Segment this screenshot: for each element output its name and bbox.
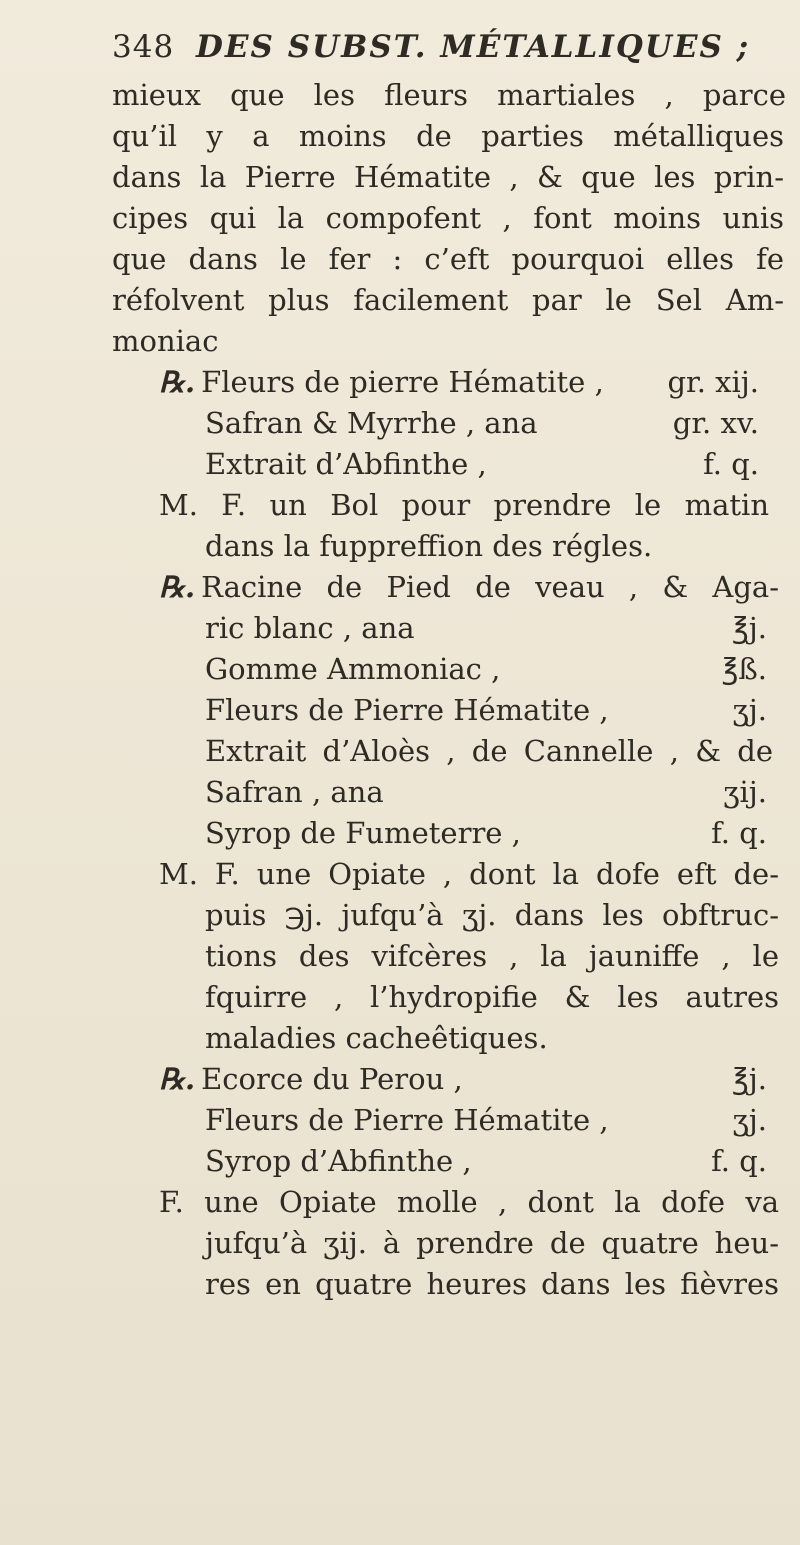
recipe-item	[159, 1058, 767, 1100]
recipe-directions: res en quatre heures dans les fièvres	[205, 1267, 779, 1301]
recipe-item	[205, 402, 759, 444]
recipe-item	[159, 566, 779, 608]
ingredient: Syrop de Fumeterre ,	[205, 816, 521, 850]
recipe-directions: M. F. un Bol pour prendre le matin	[159, 488, 769, 522]
recipe-directions: F. une Opiate molle , dont la dofe va	[159, 1185, 779, 1219]
ingredient: Fleurs de Pierre Hématite ,	[205, 1103, 609, 1137]
recipe-item	[205, 812, 767, 854]
text-line: cipes qui la compofent , font moins unis	[112, 201, 784, 235]
recipe-item	[205, 1099, 767, 1141]
recipe-item	[205, 689, 767, 731]
recipe-symbol: ℞.	[159, 570, 196, 604]
quantity: gr. xv.	[672, 406, 759, 440]
recipe-directions: jufqu’à ʒij. à prendre de quatre heu-	[205, 1226, 779, 1260]
recipe-directions: M. F. une Opiate , dont la dofe eft de-	[159, 857, 779, 891]
ingredient-line	[159, 566, 779, 608]
recipe-item	[205, 607, 767, 649]
recipe-item	[205, 771, 767, 813]
page-number: 348	[112, 29, 175, 65]
recipe-symbol: ℞.	[159, 1062, 196, 1096]
quantity: gr. xij.	[667, 365, 759, 399]
ingredient: Extrait d’Abfinthe ,	[205, 447, 487, 481]
recipe-item	[159, 361, 759, 403]
quantity: f. q.	[703, 447, 759, 481]
recipe-directions: dans la fuppreffion des régles.	[205, 529, 653, 563]
ingredient: Extrait d’Aloès , de Cannelle , & de	[205, 734, 773, 768]
ingredient: Fleurs de pierre Hématite ,	[201, 365, 604, 399]
ingredient: Fleurs de Pierre Hématite ,	[205, 693, 609, 727]
recipe-item	[205, 648, 767, 690]
ingredient: ric blanc , ana	[205, 611, 415, 645]
ingredient: Racine de Pied de veau , & Aga-	[201, 570, 779, 604]
quantity: ℥j.	[732, 611, 767, 645]
quantity: ʒj.	[732, 1103, 767, 1137]
recipe-directions: puis ℈j. jufqu’à ʒj. dans les obftruc-	[205, 898, 779, 932]
recipe-item	[205, 1140, 767, 1182]
text-line: dans la Pierre Hématite , & que les prin-	[112, 160, 784, 194]
quantity: f. q.	[711, 1144, 767, 1178]
quantity: ʒj.	[732, 693, 767, 727]
text-line: moniac	[112, 324, 219, 358]
quantity: ℥ß.	[721, 652, 767, 686]
text-line: mieux que les fleurs martiales , parce	[112, 78, 786, 112]
recipe-symbol: ℞.	[159, 365, 196, 399]
recipe-directions: fquirre , l’hydropifie & les autres	[205, 980, 779, 1014]
ingredient: Ecorce du Perou ,	[201, 1062, 463, 1096]
ingredient: Gomme Ammoniac ,	[205, 652, 501, 686]
recipe-directions: maladies cacheêtiques.	[205, 1021, 548, 1055]
running-title: DES SUBST. MÉTALLIQUES ;	[196, 29, 751, 65]
text-line: réfolvent plus facilement par le Sel Am-	[112, 283, 784, 317]
quantity: ʒij.	[723, 775, 767, 809]
ingredient: Safran , ana	[205, 775, 384, 809]
text-line: qu’il y a moins de parties métalliques	[112, 119, 784, 153]
ingredient: Syrop d’Abfinthe ,	[205, 1144, 472, 1178]
recipe-directions: tions des vifcères , la jauniffe , le	[205, 939, 779, 973]
page-header	[112, 26, 792, 68]
quantity: ℥j.	[732, 1062, 767, 1096]
recipe-item	[205, 443, 759, 485]
quantity: f. q.	[711, 816, 767, 850]
text-line: que dans le fer : c’eft pourquoi elles fe	[112, 242, 784, 276]
ingredient: Safran & Myrrhe , ana	[205, 406, 538, 440]
